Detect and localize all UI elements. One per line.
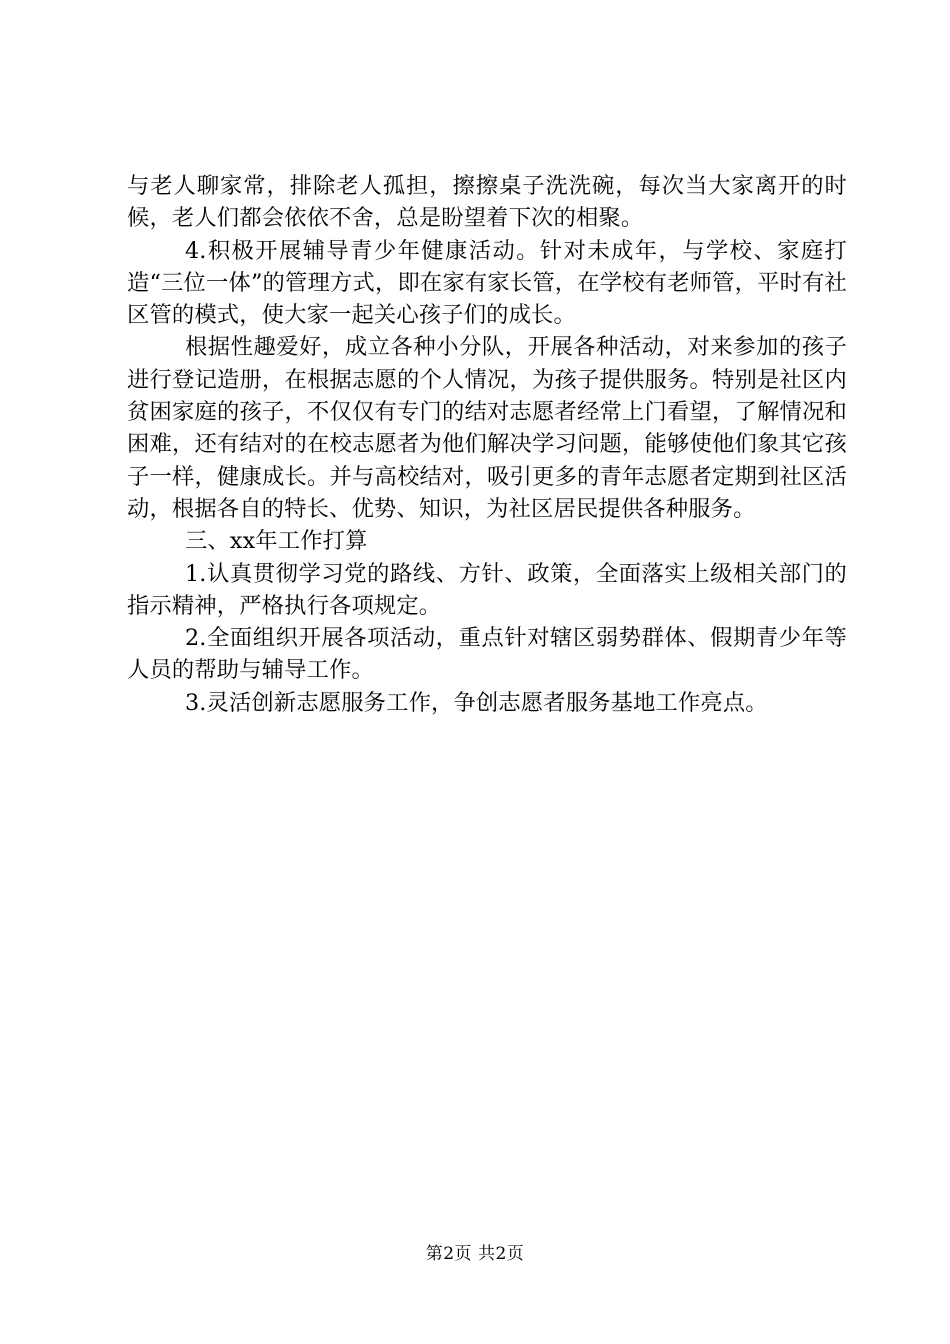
paragraph-item-4: 4.积极开展辅导青少年健康活动。针对未成年，与学校、家庭打造“三位一体”的管理方式，即在家有家长管，在学校有老师管，平时有社区管的模式，使大家一起关心孩子们的成长。 [127,237,847,329]
paragraph-activities: 根据性趣爱好，成立各种小分队，开展各种活动，对来参加的孩子进行登记造册，在根据志愿的个人情况，为孩子提供服务。特别是社区内贫困家庭的孩子，不仅仅有专门的结对志愿者经常上门看望，了解情况和困难，还有结对的在校志愿者为他们解决学习问题，能够使他们象其它孩子一样，健康成长。并与高校结对，吸引更多的青年志愿者定期到社区活动，根据各自的特长、优势、知识，为社区居民提供各种服务。 [127,334,847,522]
paragraph-plan-item-3: 3.灵活创新志愿服务工作，争创志愿者服务基地工作亮点。 [184,689,768,716]
paragraph-plan-item-1: 1.认真贯彻学习党的路线、方针、政策，全面落实上级相关部门的指示精神，严格执行各项规定。 [127,560,847,619]
section-heading-plan: 三、xx年工作打算 [184,528,368,555]
paragraph-plan-item-2: 2.全面组织开展各项活动，重点针对辖区弱势群体、假期青少年等人员的帮助与辅导工作。 [127,625,847,684]
document-body [127,170,847,719]
paragraph-continuation: 与老人聊家常，排除老人孤担，擦擦桌子洗洗碗，每次当大家离开的时候，老人们都会依依不舍，总是盼望着下次的相聚。 [127,173,847,232]
page-footer: 第2页 共2页 [425,1244,525,1264]
